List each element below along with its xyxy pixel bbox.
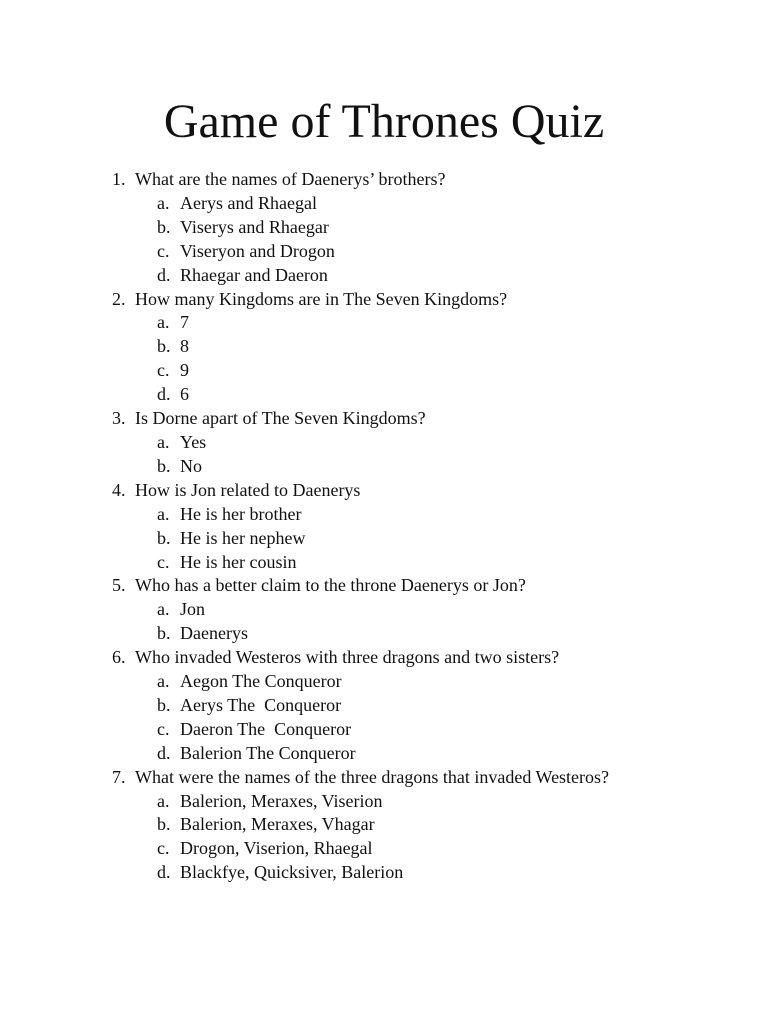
question-number: 5.	[112, 575, 126, 596]
option-letter: d.	[157, 384, 171, 405]
question-item	[112, 168, 732, 288]
option-letter: d.	[157, 862, 171, 883]
option-list	[112, 598, 732, 646]
option-text: No	[180, 455, 202, 476]
option-item	[112, 622, 732, 646]
option-item	[112, 551, 732, 575]
option-letter: a.	[157, 671, 170, 692]
question-number: 3.	[112, 408, 126, 429]
question-item	[112, 766, 732, 886]
option-item	[112, 192, 732, 216]
option-text: Balerion, Meraxes, Vhagar	[180, 814, 375, 835]
option-item	[112, 527, 732, 551]
option-letter: c.	[157, 240, 170, 261]
option-text: 9	[180, 360, 189, 381]
option-item	[112, 311, 732, 335]
question-item	[112, 407, 732, 479]
question-text: Is Dorne apart of The Seven Kingdoms?	[135, 408, 426, 429]
option-letter: d.	[157, 264, 171, 285]
option-letter: b.	[157, 336, 171, 357]
question-text: What are the names of Daenerys’ brothers?	[135, 169, 446, 189]
option-letter: c.	[157, 551, 170, 572]
option-text: Balerion, Meraxes, Viserion	[180, 790, 383, 811]
option-letter: c.	[157, 360, 170, 381]
option-text: Drogon, Viserion, Rhaegal	[180, 838, 373, 859]
option-letter: d.	[157, 742, 171, 763]
question-line	[112, 574, 732, 598]
option-item	[112, 718, 732, 742]
option-item	[112, 240, 732, 264]
option-text: He is her nephew	[180, 527, 306, 548]
question-line	[112, 288, 732, 312]
option-item	[112, 455, 732, 479]
option-item	[112, 335, 732, 359]
option-text: Daeron The Conqueror	[180, 718, 352, 739]
option-item	[112, 694, 732, 718]
option-item	[112, 383, 732, 407]
option-list	[112, 503, 732, 575]
option-letter: b.	[157, 623, 171, 644]
question-text: Who has a better claim to the throne Daenerys or Jon?	[135, 575, 526, 596]
option-letter: b.	[157, 814, 171, 835]
question-line	[112, 479, 732, 503]
option-item	[112, 359, 732, 383]
option-list	[112, 311, 732, 407]
option-item	[112, 742, 732, 766]
question-number: 6.	[112, 647, 126, 668]
option-item	[112, 813, 732, 837]
option-item	[112, 431, 732, 455]
option-item	[112, 861, 732, 885]
question-item	[112, 574, 732, 646]
question-text: What were the names of the three dragons that invaded Westeros?	[135, 766, 610, 787]
question-text: How many Kingdoms are in The Seven Kingdoms?	[135, 288, 508, 309]
option-list	[112, 670, 732, 766]
option-text: Aerys The Conqueror	[180, 694, 342, 715]
option-letter: a.	[157, 599, 170, 620]
option-letter: b.	[157, 455, 171, 476]
option-letter: b.	[157, 216, 171, 237]
option-text: Viserys and Rhaegar	[180, 216, 329, 237]
question-number: 4.	[112, 479, 126, 500]
option-item	[112, 216, 732, 240]
question-number: 1.	[112, 169, 126, 189]
option-letter: a.	[157, 503, 170, 524]
question-number: 2.	[112, 288, 126, 309]
question-line	[112, 646, 732, 670]
option-item	[112, 837, 732, 861]
option-letter: c.	[157, 838, 170, 859]
option-text: Rhaegar and Daeron	[180, 264, 328, 285]
option-text: Aerys and Rhaegal	[180, 192, 317, 213]
option-item	[112, 503, 732, 527]
question-item	[112, 646, 732, 766]
option-letter: a.	[157, 790, 170, 811]
question-number: 7.	[112, 766, 126, 787]
option-letter: a.	[157, 431, 170, 452]
question-text: Who invaded Westeros with three dragons and two sisters?	[135, 647, 560, 668]
option-letter: c.	[157, 718, 170, 739]
question-item	[112, 288, 732, 408]
option-text: Viseryon and Drogon	[180, 240, 335, 261]
option-text: 6	[180, 384, 189, 405]
option-item	[112, 670, 732, 694]
option-letter: b.	[157, 527, 171, 548]
option-text: 7	[180, 312, 189, 333]
question-item	[112, 479, 732, 575]
option-letter: a.	[157, 192, 170, 213]
option-text: He is her cousin	[180, 551, 297, 572]
option-letter: a.	[157, 312, 170, 333]
option-list	[112, 790, 732, 886]
page-title: Game of Thrones Quiz	[163, 95, 605, 148]
option-letter: b.	[157, 694, 171, 715]
question-list	[112, 168, 732, 885]
option-text: Aegon The Conqueror	[180, 671, 342, 692]
question-line	[112, 168, 732, 192]
option-item	[112, 598, 732, 622]
question-text: How is Jon related to Daenerys	[135, 479, 361, 500]
question-line	[112, 407, 732, 431]
option-text: He is her brother	[180, 503, 302, 524]
option-text: Blackfye, Quicksiver, Balerion	[180, 862, 404, 883]
option-list	[112, 192, 732, 288]
question-line	[112, 766, 732, 790]
option-list	[112, 431, 732, 479]
option-text: Daenerys	[180, 623, 248, 644]
option-text: Jon	[180, 599, 206, 620]
option-text: Balerion The Conqueror	[180, 742, 356, 763]
option-item	[112, 264, 732, 288]
option-text: Yes	[180, 431, 207, 452]
option-text: 8	[180, 336, 189, 357]
option-item	[112, 790, 732, 814]
